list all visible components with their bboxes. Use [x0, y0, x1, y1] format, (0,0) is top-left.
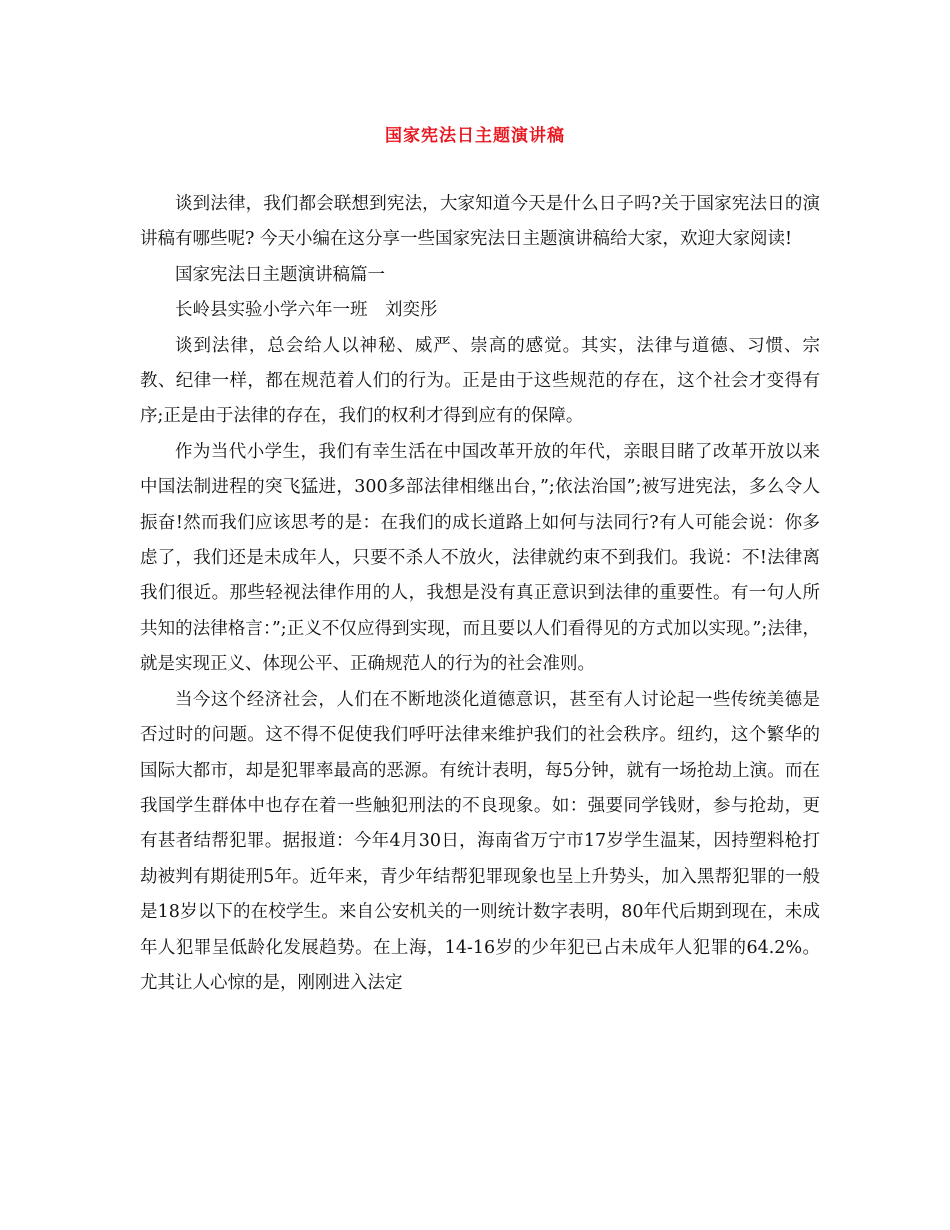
author-line: 长岭县实验小学六年一班 刘奕彤 — [175, 300, 438, 321]
paragraph-body-2: 作为当代小学生，我们有幸生活在中国改革开放的年代，亲眼目睹了改革开放以来中国法制进程的突飞猛进，300多部法律相继出台，”;依法治国”;被写进宪法，多么令人振奋!然而我们应该思考的是：在我们的成长道路上如何与法同行?有人可能会说：你多虑了，我们还是未成年人，只要不杀人不放火，法律就约束不到我们。我说：不!法律离我们很近。那些轻视法律作用的人，我想是没有真正意识到法律的重要性。有一句人所共知的法律格言：”;正义不仅应得到实现，而且要以人们看得见的方式加以实现。”;法律，就是实现正义、体现公平、正确规范人的行为的社会准则。 — [140, 441, 820, 675]
paragraph-body-1: 谈到法律，总会给人以神秘、威严、崇高的感觉。其实，法律与道德、习惯、宗教、纪律一样，都在规范着人们的行为。正是由于这些规范的存在，这个社会才变得有序;正是由于法律的存在，我们的权利才得到应有的保障。 — [140, 335, 820, 427]
document-title: 国家宪法日主题演讲稿 — [385, 126, 565, 146]
paragraph-body-3: 当今这个经济社会，人们在不断地淡化道德意识，甚至有人讨论起一些传统美德是否过时的问题。这不得不促使我们呼吁法律来维护我们的社会秩序。纽约，这个繁华的国际大都市，却是犯罪率最高的恶源。有统计表明，每5分钟，就有一场抢劫上演。而在我国学生群体中也存在着一些触犯刑法的不良现象。如：强要同学钱财，参与抢劫，更有甚者结帮犯罪。据报道：今年4月30日，海南省万宁市17岁学生温某，因持塑料枪打劫被判有期徒刑5年。近年来，青少年结帮犯罪现象也呈上升势头，加入黑帮犯罪的一般是18岁以下的在校学生。来自公安机关的一则统计数字表明，80年代后期到现在，未成年人犯罪呈低龄化发展趋势。在上海，14-16岁的少年犯已占未成年人犯罪的64.2%。尤其让人心惊的是，刚刚进入法定 — [140, 689, 820, 993]
section-heading: 国家宪法日主题演讲稿篇一 — [175, 264, 385, 285]
document-body — [140, 187, 820, 1001]
paragraph-intro: 谈到法律，我们都会联想到宪法，大家知道今天是什么日子吗?关于国家宪法日的演讲稿有哪些呢? 今天小编在这分享一些国家宪法日主题演讲稿给大家，欢迎大家阅读! — [140, 194, 820, 250]
